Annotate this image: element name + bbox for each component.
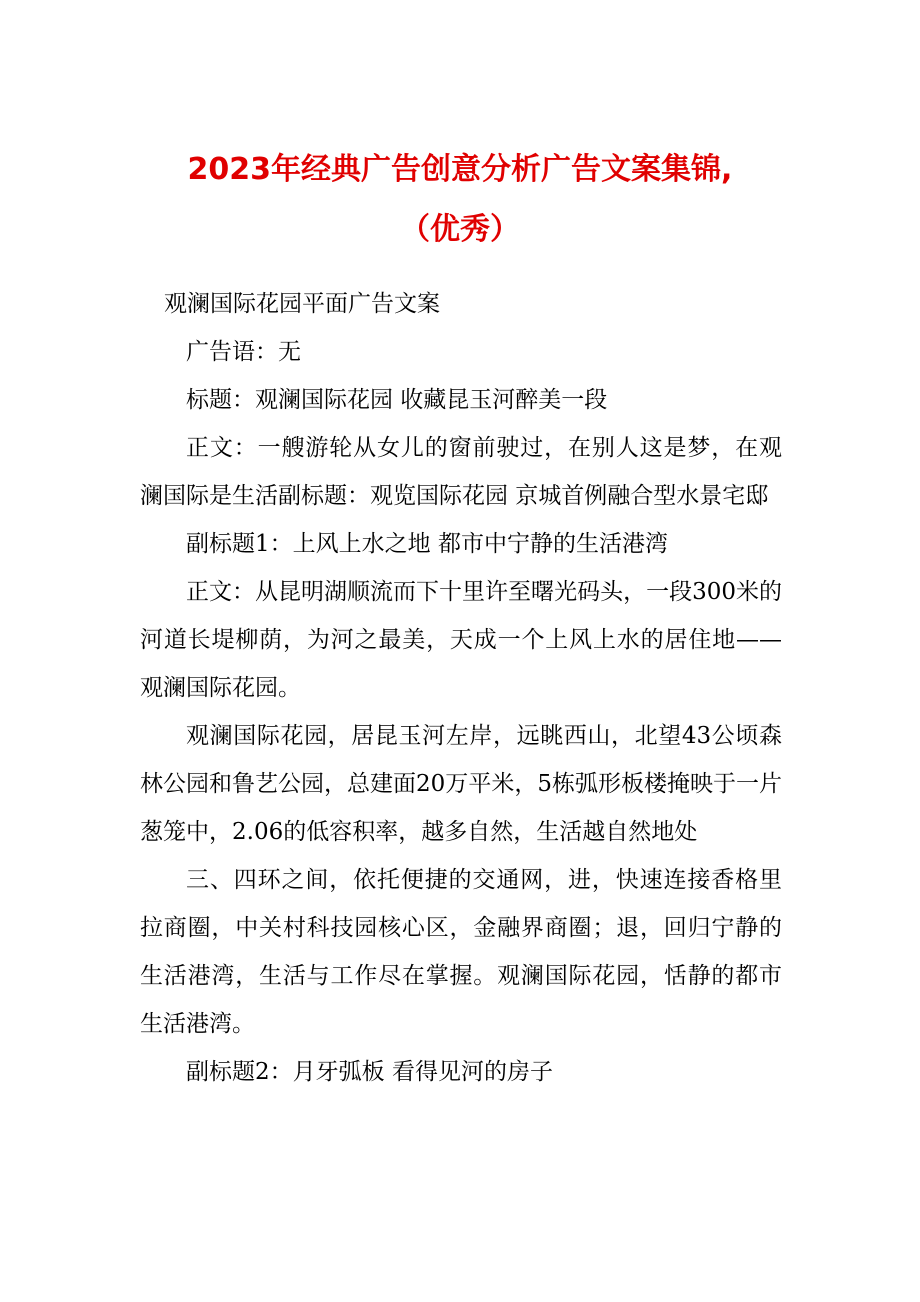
- paragraph-body-2: 正文：从昆明湖顺流而下十里许至曙光码头，一段300米的河道长堤柳荫，为河之最美，天成一个上风上水的居住地——观澜国际花园。: [140, 579, 782, 701]
- paragraph-subtitle-2: 副标题2：月牙弧板 看得见河的房子: [186, 1059, 553, 1085]
- title-line-2: （优秀）: [400, 212, 520, 247]
- paragraph-subtitle-1: 副标题1：上风上水之地 都市中宁静的生活港湾: [186, 531, 668, 557]
- paragraph-section-heading: 观澜国际花园平面广告文案: [164, 291, 440, 317]
- paragraph-body-4: 三、四环之间，依托便捷的交通网，进，快速连接香格里拉商圈，中关村科技园核心区，金融界商圈；退，回归宁静的生活港湾，生活与工作尽在掌握。观澜国际花园，恬静的都市生活港湾。: [140, 867, 782, 1037]
- document-body: [140, 280, 782, 1096]
- paragraph-slogan: 广告语：无: [186, 339, 301, 365]
- paragraph-headline: 标题：观澜国际花园 收藏昆玉河醉美一段: [186, 387, 608, 413]
- paragraph-body-1: 正文：一艘游轮从女儿的窗前驶过，在别人这是梦，在观澜国际是生活副标题：观览国际花园 京城首例融合型水景宅邸: [140, 435, 782, 509]
- paragraph-body-3: 观澜国际花园，居昆玉河左岸，远眺西山，北望43公顷森林公园和鲁艺公园，总建面20万平米，5栋弧形板楼掩映于一片葱笼中，2.06的低容积率，越多自然，生活越自然地处: [140, 723, 782, 845]
- document-title: [140, 140, 780, 260]
- title-line-1: 2023年经典广告创意分析广告文案集锦,: [187, 152, 733, 187]
